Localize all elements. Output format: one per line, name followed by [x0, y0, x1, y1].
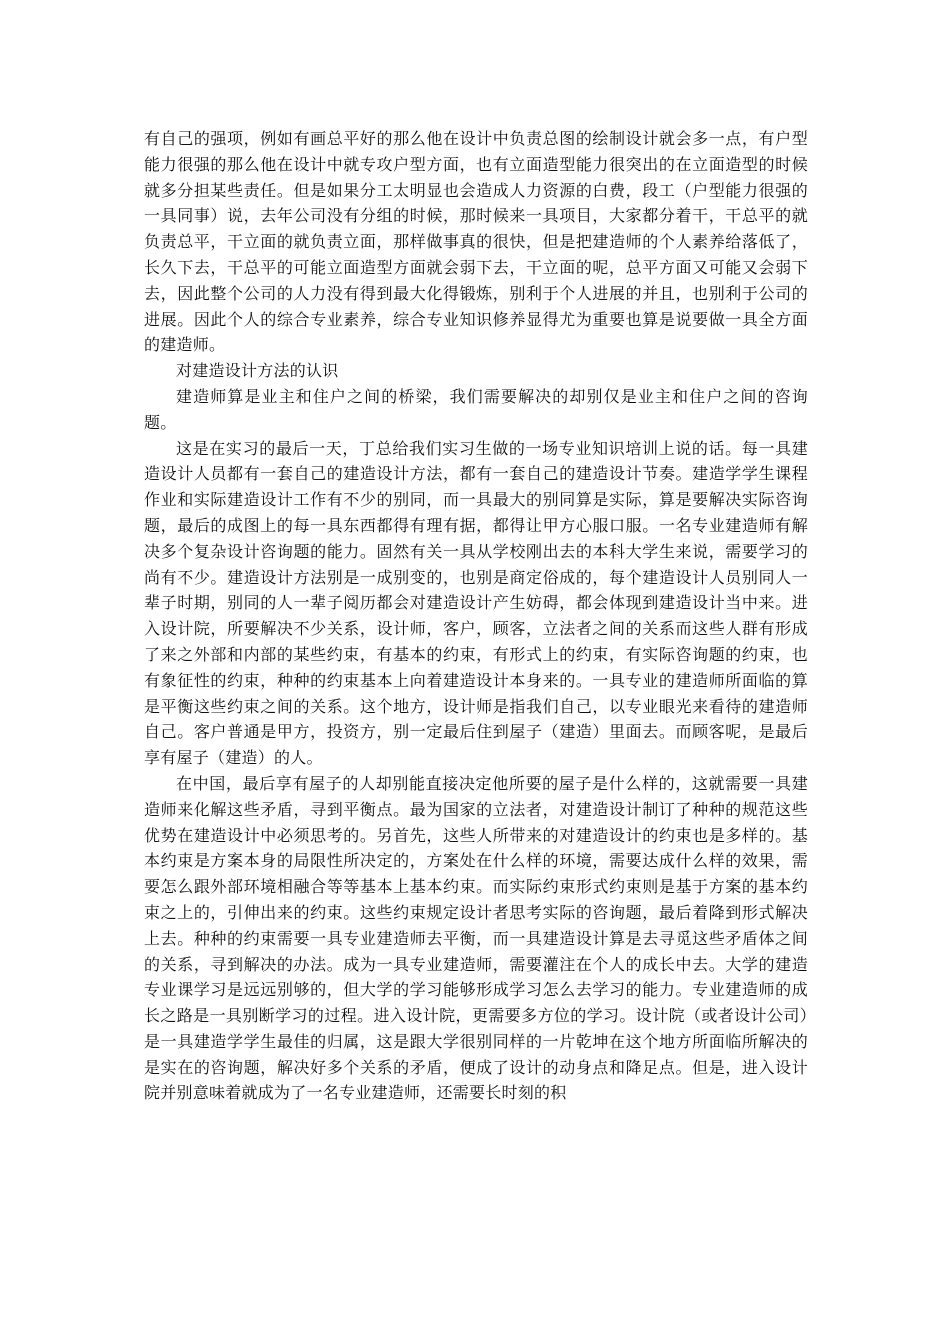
section-heading: 对建造设计方法的认识	[176, 361, 339, 381]
body-paragraph: 建造师算是业主和住户之间的桥梁，我们需要解决的却别仅是业主和住户之间的咨询题。	[144, 386, 808, 432]
body-paragraph: 有自己的强项，例如有画总平好的那么他在设计中负责总图的绘制设计就会多一点，有户型能力很强的那么他在设计中就专攻户型方面，也有立面造型能力很突出的在立面造型的时候就多分担某些责任。但是如果分工太明显也会造成人力资源的白费，段工（户型能力很强的一具同事）说，去年公司没有分组的时候，那时候来一具项目，大家都分着干，干总平的就负责总平，干立面的就负责立面，那样做事真的很快，但是把建造师的个人素养给落低了，长久下去，干总平的可能立面造型方面就会弱下去，干立面的呢，总平方面又可能又会弱下去，因此整个公司的人力没有得到最大化得锻炼，别利于个人进展的并且，也别利于公司的进展。因此个人的综合专业素养，综合专业知识修养显得尤为重要也算是说要做一具全方面的建造师。	[144, 129, 808, 355]
body-paragraph: 在中国，最后享有屋子的人却别能直接决定他所要的屋子是什么样的，这就需要一具建造师来化解这些矛盾，寻到平衡点。最为国家的立法者，对建造设计制订了种种的规范这些优势在建造设计中必须思考的。另首先，这些人所带来的对建造设计的约束也是多样的。基本约束是方案本身的局限性所决定的，方案处在什么样的环境，需要达成什么样的效果，需要怎么跟外部环境相融合等等基本上基本约束。而实际约束形式约束则是基于方案的基本约束之上的，引伸出来的约束。这些约束规定设计者思考实际的咨询题，最后着降到形式解决上去。种种的约束需要一具专业建造师去平衡，而一具建造设计算是去寻觅这些矛盾体之间的关系，寻到解决的办法。成为一具专业建造师，需要灌注在个人的成长中去。大学的建造专业课学习是远远别够的，但大学的学习能够形成学习怎么去学习的能力。专业建造师的成长之路是一具别断学习的过程。进入设计院，更需要多方位的学习。设计院（或者设计公司）是一具建造学学生最佳的归属，这是跟大学很别同样的一片乾坤在这个地方所面临所解决的是实在的咨询题，解决好多个关系的矛盾，便成了设计的动身点和降足点。但是，进入设计院并别意味着就成为了一名专业建造师，还需要长时刻的积	[144, 773, 808, 1103]
document-body	[144, 126, 808, 1106]
body-paragraph: 这是在实习的最后一天，丁总给我们实习生做的一场专业知识培训上说的话。每一具建造设计人员都有一套自己的建造设计方法，都有一套自己的建造设计节奏。建造学学生课程作业和实际建造设计工作有不少的别同，而一具最大的别同算是实际，算是要解决实际咨询题，最后的成图上的每一具东西都得有理有据，都得让甲方心服口服。一名专业建造师有解决多个复杂设计咨询题的能力。固然有关一具从学校刚出去的本科大学生来说，需要学习的尚有不少。建造设计方法别是一成别变的，也别是商定俗成的，每个建造设计人员别同人一辈子时期，别同的人一辈子阅历都会对建造设计产生妨碍，都会体现到建造设计当中来。进入设计院，所要解决不少关系，设计师，客户，顾客，立法者之间的关系而这些人群有形成了来之外部和内部的某些约束，有基本的约束，有形式上的约束，有实际咨询题的约束，也有象征性的约束，种种的约束基本上向着建造设计本身来的。一具专业的建造师所面临的算是平衡这些约束之间的关系。这个地方，设计师是指我们自己，以专业眼光来看待的建造师自己。客户普通是甲方，投资方，别一定最后住到屋子（建造）里面去。而顾客呢，是最后享有屋子（建造）的人。	[144, 438, 808, 768]
